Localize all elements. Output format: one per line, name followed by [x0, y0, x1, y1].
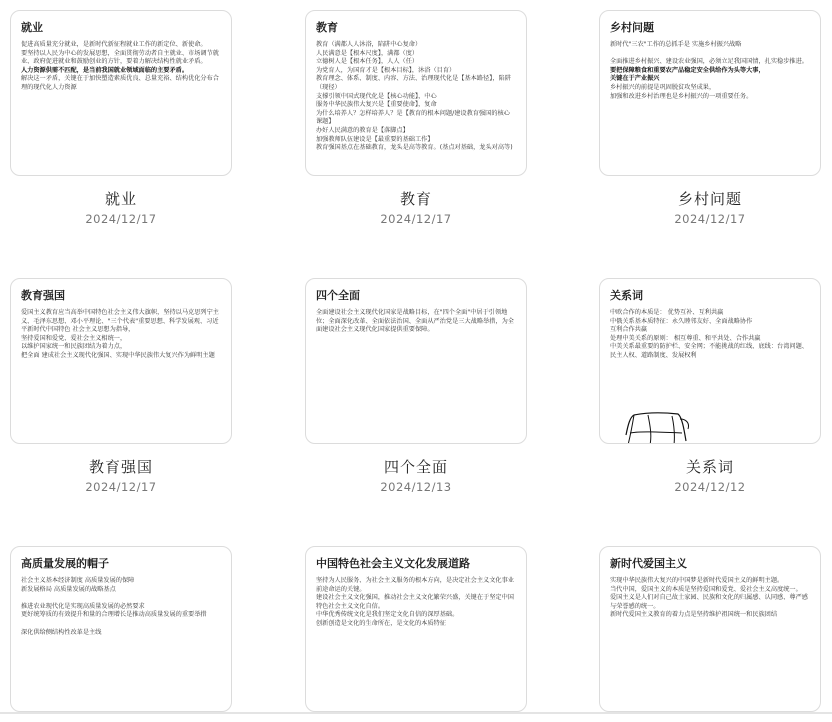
- note-card-body: [21, 41, 221, 93]
- note-line: 促进高质量充分就业，是新时代新征程就业工作的新定位、新使命。: [21, 41, 207, 48]
- note-line: 爱国主义教育应当高举中国特色社会主义伟大旗帜，坚持以马克思列宁主义、毛泽东思想、邓小平理论、"三个代表"重要思想、科学发展观、习近平新时代中国特色 社会主义思想为指导，: [21, 309, 219, 334]
- note-card-title: 教育强国: [21, 289, 65, 302]
- window-bottom-edge: [0, 712, 832, 714]
- note-line: 服务中华民族伟大复兴是【重要使命】，复命: [316, 101, 437, 109]
- note-line: 推进农业现代化是实现高质量发展的必然要求: [21, 602, 145, 610]
- note-line: 处理中美关系的原则： 相互尊重、和平共处、合作共赢: [610, 334, 761, 342]
- note-line: [21, 594, 221, 603]
- note-line: 坚持爱国和爱党、爱社会主义相统一，: [21, 334, 127, 342]
- note-card-body: [316, 41, 516, 153]
- note-caption-date: 2024/12/17: [85, 480, 157, 494]
- note-card[interactable]: [10, 278, 232, 444]
- note-caption-title: 教育: [399, 190, 432, 208]
- note-card[interactable]: [599, 10, 821, 176]
- note-line: 坚持为人民服务、为社会主义服务的根本方向，是决定社会主义文化事业前途命运的关键。: [316, 577, 514, 593]
- note-card-title: 高质量发展的帽子: [21, 557, 109, 570]
- note-card[interactable]: [305, 10, 527, 176]
- note-caption-date: 2024/12/17: [380, 212, 452, 226]
- note-line: 教育强国基点在基础教育，龙头是高等教育。(基点对基础，龙头对高等): [316, 144, 513, 152]
- handwritten-sketch: [620, 407, 700, 444]
- note-line: 实现中华民族伟大复兴的中国梦是新时代爱国主义的鲜明主题。: [610, 577, 784, 584]
- note-line: 深化供给侧结构性改革是主线: [21, 628, 102, 636]
- note-line: 爱国主义是人们对自己故土家园、民族和文化的归属感、认同感、尊严感与荣誉感的统一。: [610, 594, 808, 610]
- note-line: 办好人民满意的教育是【落脚点】: [316, 126, 409, 134]
- note-line: 加强和改进乡村治理也是乡村振兴的一项重要任务。: [610, 92, 753, 100]
- note-line: 新时代爱国主义教育的着力点是坚持维护祖国统一和民族团结: [610, 611, 778, 619]
- note-card[interactable]: [305, 278, 527, 444]
- note-card-title: 新时代爱国主义: [610, 557, 687, 570]
- note-line: 中欧合作的本质是： 优势互补、互利共赢: [610, 309, 724, 316]
- note-line: 中俄关系基本质特征：永久睦邻友好、全面战略协作: [610, 317, 753, 325]
- note-line: 为什么培养人？怎样培养人？是【教育的根本问题/建设教育强国的核心课题】: [316, 109, 510, 126]
- note-line: 社会主义基本经济制度 高质量发展的保障: [21, 577, 135, 584]
- note-line: 全面推进乡村振兴、建设农业强国，必须立足我国国情，扎实稳步推进。: [610, 58, 808, 66]
- note-caption-date: 2024/12/13: [380, 480, 452, 494]
- note-line: 当代中国，爱国主义的本质是坚持爱国和爱党、爱社会主义高度统一。: [610, 585, 802, 593]
- note-line: 要把保障粮食和重要农产品稳定安全供给作为头等大事，: [610, 66, 765, 74]
- note-line: 人民满意是【根本尺度】，满都（度）: [316, 49, 419, 57]
- note-line: 乡村振兴的前提是巩固脱贫攻坚成果，: [610, 83, 716, 91]
- note-line: 中华优秀传统文化是我们坚定文化自信的深厚基础。: [316, 611, 459, 619]
- note-caption-date: 2024/12/12: [674, 480, 746, 494]
- note-card-body: [316, 577, 516, 629]
- note-line: 立德树人是【根本任务】，人人（任）: [316, 58, 419, 66]
- note-card-body: [610, 577, 810, 620]
- note-card-title: 关系词: [610, 289, 643, 302]
- note-card-title: 四个全面: [316, 289, 360, 302]
- note-line: 新时代"三农"工作的总抓手是 实施乡村振兴战略: [610, 41, 742, 48]
- note-line: 全面建设社会主义现代化国家是战略目标，在"四个全面"中居于引领地位；全面深化改革、全面依法治国、全面从严治党是三大战略举措，为全面建设社会主义现代化国家提供重要保障。: [316, 309, 514, 334]
- note-card[interactable]: [10, 10, 232, 176]
- note-line: 更好统筹质的有效提升和量的合理增长是推动高质量发展的重要举措: [21, 611, 207, 619]
- note-caption-title: 教育强国: [88, 458, 153, 476]
- note-line: 中美关系最重要的防护栏、安全网；不能挑战的红线、底线：台湾问题、民主人权、道路制度、发展权利: [610, 343, 808, 359]
- note-line: 创新创造是文化的生命所在，是文化的本质特征: [316, 619, 446, 627]
- note-line: 为党育人，为国育才是【根本目标】，沐浴（目育）: [316, 66, 456, 74]
- note-caption-title: 关系词: [685, 458, 734, 476]
- note-line: 人力资源供需不匹配，是当前我国就业领域面临的主要矛盾。: [21, 66, 189, 74]
- note-line: 建设社会主义文化强国，推动社会主义文化繁荣兴盛，关键在于坚定中国特色社会主义文化自信。: [316, 594, 514, 610]
- note-card-body: [316, 309, 516, 335]
- note-card-title: 就业: [21, 21, 43, 34]
- note-line: 新发展格局 高质量发展的战略基点: [21, 585, 116, 593]
- note-card[interactable]: [305, 546, 527, 712]
- note-caption-title: 乡村问题: [677, 190, 742, 208]
- note-line: 互利合作共赢: [610, 326, 648, 334]
- note-line: 把全面 建成社会主义现代化强国、实现中华民族伟大复兴作为鲜明主题: [21, 351, 215, 359]
- note-caption-date: 2024/12/17: [85, 212, 157, 226]
- note-line: 教育（满都人人沐浴，陷阱中心复命）: [316, 41, 422, 48]
- note-card-body: [610, 309, 810, 361]
- note-card[interactable]: [599, 546, 821, 712]
- note-card-body: [610, 41, 810, 101]
- note-card[interactable]: [10, 546, 232, 712]
- note-card-title: 中国特色社会主义文化发展道路: [316, 557, 470, 570]
- note-card-body: [21, 309, 221, 361]
- note-card-title: 乡村问题: [610, 21, 654, 34]
- note-caption-date: 2024/12/17: [674, 212, 746, 226]
- note-line: 解决这一矛盾，关键在于加快塑造素质优良、总量充裕、结构优化分布合理的现代化人力资源: [21, 75, 219, 91]
- note-caption-title: 就业: [104, 190, 137, 208]
- note-card-body: [21, 577, 221, 637]
- note-card-title: 教育: [316, 21, 338, 34]
- note-line: 支撑引领中国式现代化是【核心功能】，中心: [316, 92, 437, 100]
- note-line: 要坚持以人民为中心的发展思想，全面贯彻劳动者自主就业、市场调节就业、政府促进就业和鼓励创业的方针，要着力解决结构性就业矛盾。: [21, 49, 219, 66]
- note-line: [21, 620, 221, 629]
- note-card[interactable]: [599, 278, 821, 444]
- note-caption-title: 四个全面: [383, 458, 448, 476]
- note-line: 以维护国家统一和民族团结为着力点，: [21, 343, 127, 351]
- note-line: 教育理念、体系、制度、内容、方法、治理现代化是【基本路径】，陷阱（现径）: [316, 75, 511, 91]
- note-line: 关键在于产业振兴: [610, 75, 660, 83]
- note-line: [610, 50, 810, 59]
- note-line: 加强教师队伍建设是【最重要的基础工作】: [316, 135, 434, 143]
